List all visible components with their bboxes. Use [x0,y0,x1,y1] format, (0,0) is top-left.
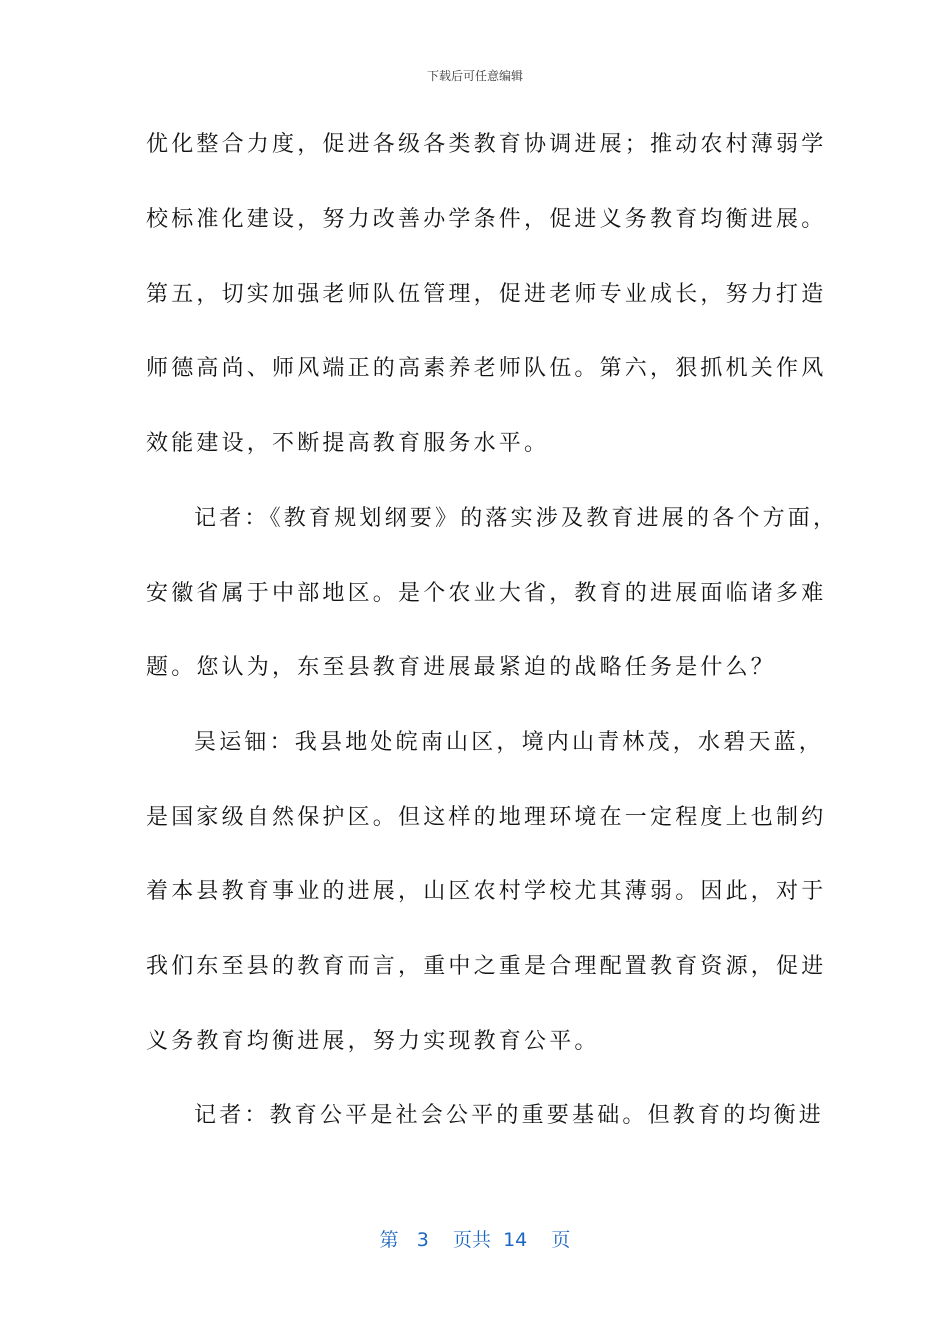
text-line: 我们东至县的教育而言，重中之重是合理配置教育资源，促进 [146,954,827,979]
text-line: 校标准化建设，努力改善办学条件，促进义务教育均衡进展。 [146,207,827,232]
text-line: 优化整合力度，促进各级各类教育协调进展；推动农村薄弱学 [146,132,827,157]
footer-prefix: 第 [379,1229,399,1251]
footer-page-number: 3 [416,1229,429,1251]
text-line: 效能建设，不断提高教育服务水平。 [146,431,550,456]
footer-total-pages: 14 [503,1229,528,1251]
text-line: 记者：《教育规划纲要》的落实涉及教育进展的各个方面， [194,506,839,531]
page-header-note: 下载后可任意编辑 [426,69,523,83]
text-line: 师德高尚、师风端正的高素养老师队伍。第六，狠抓机关作风 [146,356,827,381]
text-line: 是国家级自然保护区。但这样的地理环境在一定程度上也制约 [146,805,827,830]
text-line: 义务教育均衡进展，努力实现教育公平。 [146,1029,600,1054]
text-line: 吴运钿：我县地处皖南山区，境内山青林茂，水碧天蓝， [194,730,825,755]
text-line: 安徽省属于中部地区。是个农业大省，教育的进展面临诸多难 [146,581,827,606]
text-line: 记者：教育公平是社会公平的重要基础。但教育的均衡进 [194,1103,825,1128]
footer-middle: 页共 [452,1229,491,1251]
page-footer [0,1225,950,1252]
text-line: 题。您认为，东至县教育进展最紧迫的战略任务是什么？ [146,655,777,680]
text-line: 第五，切实加强老师队伍管理，促进老师专业成长，努力打造 [146,282,827,307]
text-line: 着本县教育事业的进展，山区农村学校尤其薄弱。因此，对于 [146,879,827,904]
footer-suffix: 页 [551,1229,571,1251]
